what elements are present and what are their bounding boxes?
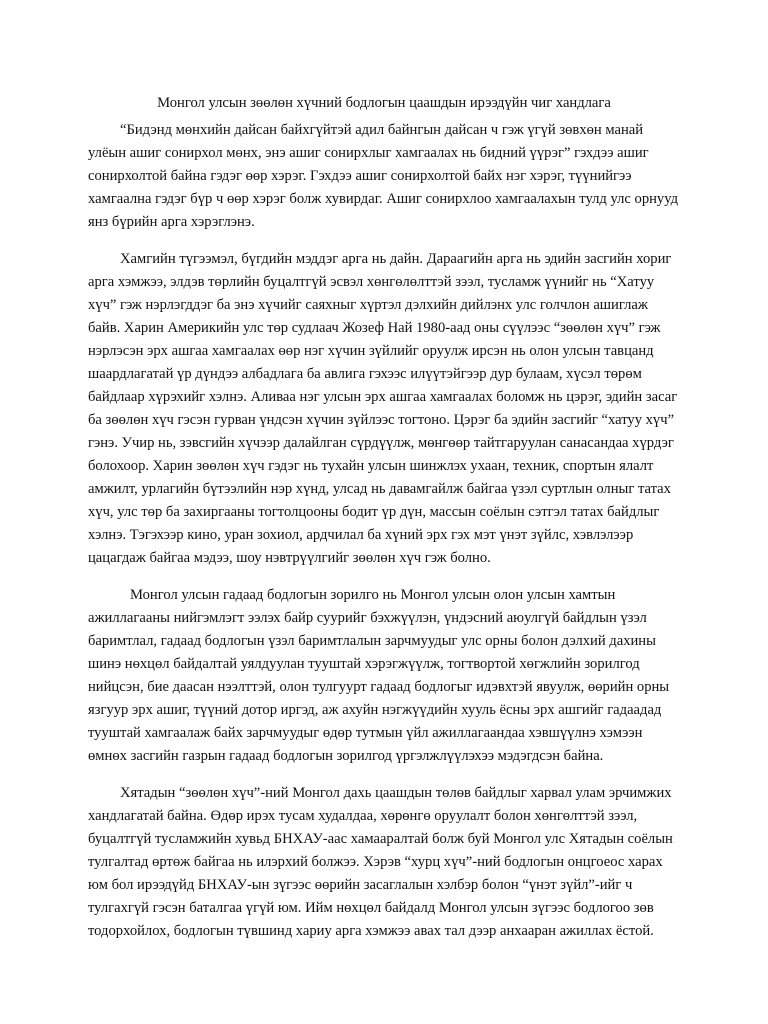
paragraph-2: Хамгийн түгээмэл, бүгдийн мэддэг арга нь дайн. Дараагийн арга нь эдийн засгийн хориг арга хэмжээ, элдэв төрлийн буцалтгүй эсвэл хөнгөлөлттэй зээл, тусламж үүнийг нь “Хатуу хүч” гэж нэрлэгддэг ба энэ хүчийг саяхныг хүртэл дэлхийн дийлэнх улс голчлон ашиглаж байв. Харин Америкийн улс төр судлаач Жозеф Най 1980-аад оны сүүлээс “зөөлөн хүч” гэж нэрлэсэн эрх ашгаа хамгаалах өөр нэг хүчин зүйлийг оруулж ирсэн нь олон улсын тавцанд шаардлагатай үр дүндээ албадлага ба авлига гэхээс илүүтэйгээр дур булаам, хүсэл төрөм байдлаар хүрэхийг хэлнэ. Аливаа нэг улсын эрх ашгаа хамгаалах боломж нь цэрэг, эдийн засаг ба зөөлөн хүч гэсэн гурван үндсэн хүчин зүйлээс тогтоно. Цэрэг ба эдийн засгийг “хатуу хүч” гэнэ. Учир нь, зэвсгийн хүчээр далайлган сүрдүүлж, мөнгөөр тайтгаруулан санасандаа хүрдэг болохоор. Харин зөөлөн хүч гэдэг нь тухайн улсын шинжлэх ухаан, техник, спортын ялалт амжилт, урлагийн бүтээлийн нэр хүнд, улсад нь давамгайлж байгаа үзэл суртлын олныг татах хүч, улс төр ба захиргааны тогтолцооны бодит үр дүн, массын соёлын сэтгэл татах байдлыг хэлнэ. Тэгэхээр кино, уран зохиол, ардчилал ба хүний эрх гэх мэт үнэт зүйлс, хэвлэлээр цацагдаж байгаа мэдээ, шоу нэвтрүүлгийг зөөлөн хүч гэж болно.: [88, 251, 678, 566]
document-page: [88, 92, 680, 957]
paragraph-4: Хятадын “зөөлөн хүч”-ний Монгол дахь цаашдын төлөв байдлыг харвал улам эрчимжих хандлагатай байна. Өдөр ирэх тусам худалдаа, хөрөнгө оруулалт болон хөнгөлттэй зээл, буцалтгүй тусламжийн хувьд БНХАУ-аас хамааралтай болж буй Монгол улс Хятадын соёлын тулгалтад өртөж байгаа нь илэрхий болжээ. Хэрэв “хурц хүч”-ний бодлогын онцгоеос харах юм бол ирээдүйд БНХАУ-ын зүгээс өөрийн засаглалын хэлбэр болон “үнэт зүйл”-ийг ч тулгахгүй гэсэн баталгаа үгүй юм. Ийм нөхцөл байдалд Монгол улсын зүгээс бодлогоо зөв тодорхойлох, бодлогын түвшинд хариу арга хэмжээ авах тал дээр анхааран ажиллах ёстой.: [88, 785, 673, 939]
paragraph-3: Монгол улсын гадаад бодлогын зорилго нь Монгол улсын олон улсын хамтын ажиллагааны нийгэмлэгт ээлэх байр суурийг бэхжүүлэн, үндэсний аюулгүй байдлын үзэл баримтлал, гадаад бодлогын үзэл баримтлалын зарчмуудыг улс орны болон дэлхий дахины шинэ нөхцөл байдалтай уялдуулан тууштай хэрэгжүүлж, тогтвортой хөгжлийн зорилгод нийцсэн, бие даасан нээлттэй, олон тулгуурт гадаад бодлогыг идэвхтэй явуулж, өөрийн орны язгуур эрх ашиг, түүний дотор иргэд, аж ахуйн нэгжүүдийн хууль ёсны эрх ашгийг гадаадад тууштай хамгаалаж байх зарчмуудыг өдөр тутмын үйл ажиллагаандаа хэвшүүлнэ хэмээн өмнөх засгийн газрын гадаад бодлогын зорилгод үргэлжлүүлэхээ мэдэгдсэн байна.: [88, 587, 670, 764]
document-title: Монгол улсын зөөлөн хүчний бодлогын цаашдын ирээдүйн чиг хандлага: [157, 95, 611, 111]
paragraph-1: “Бидэнд мөнхийн дайсан байхгүйтэй адил байнгын дайсан ч гэж үгүй зөвхөн манай улёын ашиг сонирхол мөнх, энэ ашиг сонирхлыг хамгаалах нь бидний үүрэг” гэхдээ ашиг сонирхолтой байна гэдэг өөр хэрэг. Гэхдээ ашиг сонирхолтой байх нэг хэрэг, түүнийгээ хамгаална гэдэг бүр ч өөр хэрэг болж хувирдаг. Ашиг сонирхлоо хамгаалахын тулд улс орнууд янз бүрийн арга хэрэглэнэ.: [88, 122, 679, 230]
